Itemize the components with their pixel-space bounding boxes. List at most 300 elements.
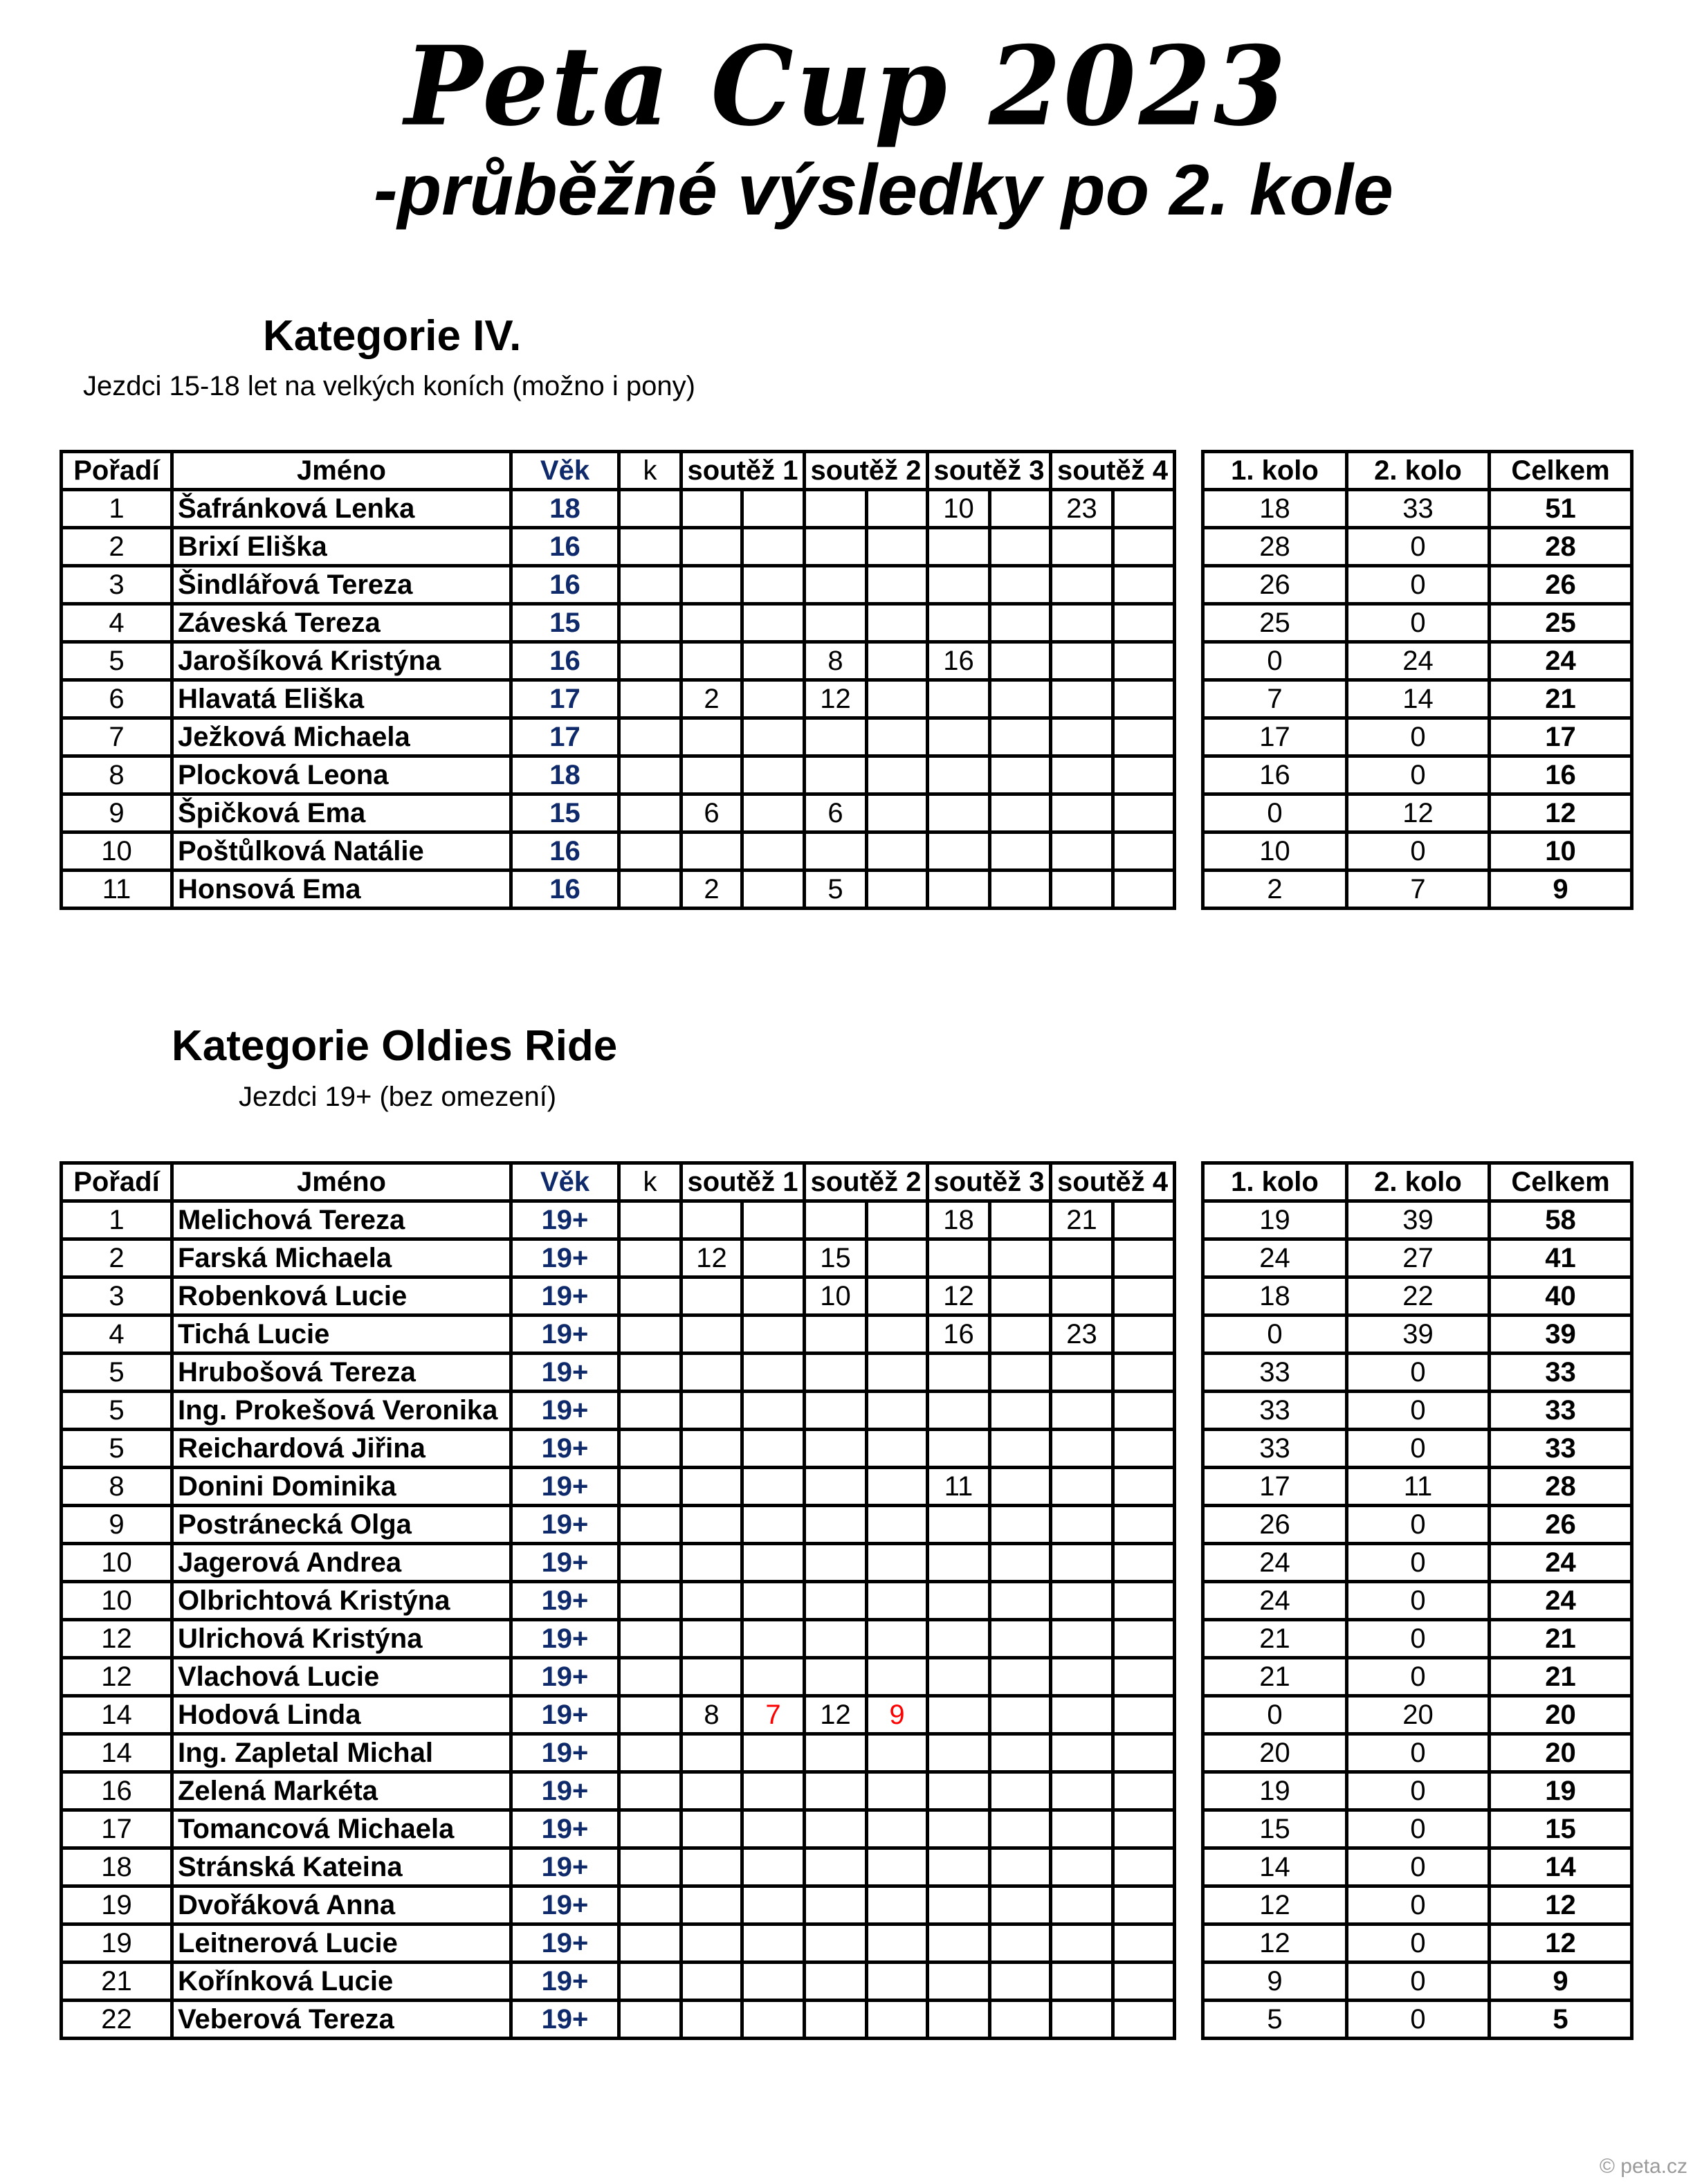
contest-2-cell	[805, 1886, 867, 1924]
header-round-2: 2. kolo	[1347, 452, 1490, 490]
contest-2-cell: 10	[805, 1277, 867, 1316]
table-row	[1203, 1239, 1632, 1277]
header-age: Věk	[511, 452, 619, 490]
contest-2-cell	[867, 566, 928, 604]
k-cell	[619, 756, 681, 794]
contest-3-cell	[990, 1810, 1051, 1848]
total-cell: 15	[1490, 1810, 1632, 1848]
total-cell: 24	[1490, 1582, 1632, 1620]
table-row	[1203, 642, 1632, 680]
header-contest-3: soutěž 3	[928, 452, 1051, 490]
k-cell	[619, 1810, 681, 1848]
rank-cell: 4	[62, 604, 172, 642]
contest-1-cell: 8	[681, 1696, 742, 1734]
table-row	[62, 1506, 1175, 1544]
table-row	[62, 490, 1175, 528]
contest-1-cell	[681, 1277, 742, 1316]
age-cell: 19+	[511, 1277, 619, 1316]
name-cell: Olbrichtová Kristýna	[172, 1582, 511, 1620]
total-cell: 51	[1490, 490, 1632, 528]
name-cell: Honsová Ema	[172, 871, 511, 909]
contest-4-cell	[1051, 756, 1113, 794]
round-2-cell: 0	[1347, 1392, 1490, 1430]
contest-1-cell	[681, 1658, 742, 1696]
category-heading: Kategorie Oldies Ride	[172, 1022, 618, 1070]
contest-2-cell	[805, 528, 867, 566]
round-2-cell: 0	[1347, 1886, 1490, 1924]
contest-2-cell	[867, 1886, 928, 1924]
contest-4-cell	[1051, 1772, 1113, 1810]
contest-3-cell	[928, 794, 990, 832]
round-1-cell: 15	[1203, 1810, 1347, 1848]
contest-3-cell: 12	[928, 1277, 990, 1316]
header-total: Celkem	[1490, 452, 1632, 490]
contest-4-cell	[1051, 1239, 1113, 1277]
table-row	[62, 1810, 1175, 1848]
contest-3-cell	[990, 832, 1051, 871]
contest-2-cell: 8	[805, 642, 867, 680]
contest-1-cell	[681, 1430, 742, 1468]
age-cell: 19+	[511, 1734, 619, 1772]
contest-1-cell	[742, 1848, 805, 1886]
contest-4-cell	[1113, 1354, 1175, 1392]
table-header-row	[62, 1163, 1175, 1201]
contest-4-cell	[1113, 1848, 1175, 1886]
table-row	[62, 566, 1175, 604]
contest-2-cell	[867, 1430, 928, 1468]
table-row	[1203, 871, 1632, 909]
total-cell: 12	[1490, 1886, 1632, 1924]
contest-2-cell	[867, 1924, 928, 1963]
round-2-cell: 0	[1347, 1620, 1490, 1658]
k-cell	[619, 1772, 681, 1810]
contest-2-cell	[805, 490, 867, 528]
header-round-2: 2. kolo	[1347, 1163, 1490, 1201]
contest-3-cell	[990, 680, 1051, 718]
round-1-cell: 24	[1203, 1239, 1347, 1277]
contest-2-cell	[805, 1544, 867, 1582]
contest-3-cell	[990, 1354, 1051, 1392]
age-cell: 16	[511, 566, 619, 604]
rank-cell: 11	[62, 871, 172, 909]
table-row	[1203, 1277, 1632, 1316]
k-cell	[619, 1963, 681, 2001]
total-cell: 24	[1490, 1544, 1632, 1582]
contest-1-cell	[742, 1810, 805, 1848]
round-2-cell: 0	[1347, 1810, 1490, 1848]
table-row	[62, 1392, 1175, 1430]
contest-3-cell	[928, 1886, 990, 1924]
name-cell: Ježková Michaela	[172, 718, 511, 756]
contest-1-cell	[681, 1772, 742, 1810]
total-cell: 39	[1490, 1316, 1632, 1354]
k-cell	[619, 1316, 681, 1354]
table-row	[62, 1734, 1175, 1772]
name-cell: Brixí Eliška	[172, 528, 511, 566]
round-1-cell: 28	[1203, 528, 1347, 566]
name-cell: Šafránková Lenka	[172, 490, 511, 528]
total-cell: 24	[1490, 642, 1632, 680]
rank-cell: 16	[62, 1772, 172, 1810]
table-row	[1203, 1468, 1632, 1506]
contest-4-cell	[1051, 1392, 1113, 1430]
contest-3-cell	[990, 1924, 1051, 1963]
k-cell	[619, 1658, 681, 1696]
name-cell: Hodová Linda	[172, 1696, 511, 1734]
contest-4-cell	[1051, 1430, 1113, 1468]
k-cell	[619, 1506, 681, 1544]
contest-4-cell	[1051, 718, 1113, 756]
contest-2-cell	[805, 1468, 867, 1506]
header-contest-3: soutěž 3	[928, 1163, 1051, 1201]
contest-2-cell	[805, 1354, 867, 1392]
round-1-cell: 17	[1203, 718, 1347, 756]
contest-4-cell	[1051, 1848, 1113, 1886]
contest-4-cell: 21	[1051, 1201, 1113, 1239]
name-cell: Hrubošová Tereza	[172, 1354, 511, 1392]
table-header-row	[1203, 452, 1632, 490]
contest-1-cell	[742, 490, 805, 528]
contest-1-cell	[742, 1239, 805, 1277]
rank-cell: 6	[62, 680, 172, 718]
contest-4-cell	[1051, 604, 1113, 642]
contest-2-cell	[867, 1582, 928, 1620]
rank-cell: 4	[62, 1316, 172, 1354]
rank-cell: 5	[62, 1392, 172, 1430]
age-cell: 19+	[511, 1848, 619, 1886]
header-contest-2: soutěž 2	[805, 452, 928, 490]
rank-cell: 5	[62, 1430, 172, 1468]
contest-2-cell	[805, 1963, 867, 2001]
table-row	[1203, 1582, 1632, 1620]
copyright-footer: © peta.cz	[1599, 2155, 1687, 2178]
k-cell	[619, 1696, 681, 1734]
contest-4-cell	[1113, 1696, 1175, 1734]
k-cell	[619, 1354, 681, 1392]
contest-4-cell	[1113, 566, 1175, 604]
table-row	[62, 756, 1175, 794]
k-cell	[619, 1924, 681, 1963]
table-row	[62, 1658, 1175, 1696]
name-cell: Ing. Prokešová Veronika	[172, 1392, 511, 1430]
contest-1-cell	[742, 871, 805, 909]
total-cell: 26	[1490, 566, 1632, 604]
age-cell: 19+	[511, 1582, 619, 1620]
contest-4-cell	[1113, 1392, 1175, 1430]
rank-cell: 1	[62, 1201, 172, 1239]
contest-1-cell	[742, 756, 805, 794]
contest-4-cell	[1051, 1963, 1113, 2001]
table-row	[62, 528, 1175, 566]
contest-2-cell	[867, 1963, 928, 2001]
age-cell: 16	[511, 871, 619, 909]
contest-3-cell	[928, 756, 990, 794]
contest-1-cell	[742, 642, 805, 680]
contest-4-cell	[1051, 871, 1113, 909]
contest-1-cell	[742, 1963, 805, 2001]
contest-2-cell	[867, 1239, 928, 1277]
contest-2-cell	[867, 1354, 928, 1392]
round-1-cell: 33	[1203, 1392, 1347, 1430]
contest-3-cell	[990, 1544, 1051, 1582]
contest-3-cell	[928, 566, 990, 604]
contest-4-cell	[1113, 871, 1175, 909]
round-1-cell: 21	[1203, 1658, 1347, 1696]
k-cell	[619, 566, 681, 604]
contest-4-cell	[1113, 1201, 1175, 1239]
age-cell: 19+	[511, 1696, 619, 1734]
contest-3-cell	[928, 1848, 990, 1886]
contest-4-cell	[1113, 832, 1175, 871]
contest-4-cell	[1113, 1886, 1175, 1924]
header-contest-4: soutěž 4	[1051, 452, 1175, 490]
rank-cell: 10	[62, 1582, 172, 1620]
contest-4-cell	[1051, 1696, 1113, 1734]
table-row	[62, 1848, 1175, 1886]
contest-2-cell	[867, 2001, 928, 2039]
contest-4-cell	[1051, 1658, 1113, 1696]
table-row	[62, 1468, 1175, 1506]
round-1-cell: 0	[1203, 642, 1347, 680]
round-2-cell: 27	[1347, 1239, 1490, 1277]
contest-3-cell	[990, 1848, 1051, 1886]
header-k: k	[619, 1163, 681, 1201]
contest-3-cell	[990, 2001, 1051, 2039]
k-cell	[619, 680, 681, 718]
contest-3-cell	[928, 1582, 990, 1620]
name-cell: Vlachová Lucie	[172, 1658, 511, 1696]
table-row	[1203, 1392, 1632, 1430]
contest-2-cell	[805, 2001, 867, 2039]
round-1-cell: 20	[1203, 1734, 1347, 1772]
contest-3-cell: 18	[928, 1201, 990, 1239]
contest-1-cell	[742, 1772, 805, 1810]
table-row	[62, 1620, 1175, 1658]
contest-4-cell	[1113, 1316, 1175, 1354]
total-cell: 33	[1490, 1392, 1632, 1430]
contest-3-cell	[928, 528, 990, 566]
total-cell: 33	[1490, 1430, 1632, 1468]
name-cell: Špičková Ema	[172, 794, 511, 832]
round-2-cell: 39	[1347, 1201, 1490, 1239]
contest-4-cell	[1113, 756, 1175, 794]
contest-2-cell	[805, 1848, 867, 1886]
round-1-cell: 17	[1203, 1468, 1347, 1506]
rank-cell: 5	[62, 642, 172, 680]
table-row	[1203, 1963, 1632, 2001]
round-2-cell: 0	[1347, 1544, 1490, 1582]
table-row	[62, 1316, 1175, 1354]
table-row	[62, 2001, 1175, 2039]
contest-2-cell	[867, 718, 928, 756]
contest-3-cell	[990, 1696, 1051, 1734]
total-cell: 20	[1490, 1696, 1632, 1734]
category-description: Jezdci 19+ (bez omezení)	[239, 1082, 557, 1112]
contest-1-cell	[742, 1886, 805, 1924]
contest-1-cell	[742, 1392, 805, 1430]
age-cell: 19+	[511, 1506, 619, 1544]
k-cell	[619, 832, 681, 871]
rank-cell: 22	[62, 2001, 172, 2039]
contest-3-cell: 16	[928, 642, 990, 680]
contest-1-cell	[742, 1506, 805, 1544]
contest-4-cell	[1051, 680, 1113, 718]
contest-2-cell	[867, 1658, 928, 1696]
header-k: k	[619, 452, 681, 490]
contest-3-cell	[928, 1392, 990, 1430]
contest-1-cell	[742, 680, 805, 718]
table-row	[62, 680, 1175, 718]
header-rank: Pořadí	[62, 452, 172, 490]
name-cell: Zelená Markéta	[172, 1772, 511, 1810]
name-cell: Dvořáková Anna	[172, 1886, 511, 1924]
contest-1-cell	[681, 832, 742, 871]
table-row	[1203, 1506, 1632, 1544]
table-row	[1203, 1544, 1632, 1582]
contest-2-cell	[867, 871, 928, 909]
table-row	[62, 1696, 1175, 1734]
contest-2-cell	[805, 1772, 867, 1810]
table-row	[1203, 1658, 1632, 1696]
name-cell: Veberová Tereza	[172, 2001, 511, 2039]
contest-1-cell: 2	[681, 871, 742, 909]
table-row	[62, 1963, 1175, 2001]
k-cell	[619, 1848, 681, 1886]
contest-3-cell	[928, 604, 990, 642]
contest-3-cell	[928, 1658, 990, 1696]
contest-2-cell	[867, 528, 928, 566]
rank-cell: 12	[62, 1620, 172, 1658]
contest-2-cell	[805, 756, 867, 794]
contest-1-cell	[742, 718, 805, 756]
contest-4-cell	[1113, 642, 1175, 680]
age-cell: 19+	[511, 1468, 619, 1506]
rank-cell: 19	[62, 1886, 172, 1924]
name-cell: Šindlářová Tereza	[172, 566, 511, 604]
contest-1-cell	[742, 566, 805, 604]
contest-3-cell	[928, 1696, 990, 1734]
contest-1-cell	[681, 1468, 742, 1506]
total-cell: 9	[1490, 871, 1632, 909]
k-cell	[619, 1620, 681, 1658]
contest-2-cell	[805, 1810, 867, 1848]
contest-3-cell	[928, 832, 990, 871]
contest-4-cell	[1113, 1544, 1175, 1582]
round-1-cell: 14	[1203, 1848, 1347, 1886]
round-1-cell: 24	[1203, 1582, 1347, 1620]
age-cell: 19+	[511, 2001, 619, 2039]
contest-3-cell	[928, 871, 990, 909]
contest-4-cell: 23	[1051, 1316, 1113, 1354]
contest-1-cell	[681, 1354, 742, 1392]
table-row	[62, 1239, 1175, 1277]
round-1-cell: 18	[1203, 1277, 1347, 1316]
name-cell: Farská Michaela	[172, 1239, 511, 1277]
name-cell: Tomancová Michaela	[172, 1810, 511, 1848]
contest-2-cell	[867, 1201, 928, 1239]
name-cell: Jarošíková Kristýna	[172, 642, 511, 680]
contest-2-cell	[867, 1848, 928, 1886]
k-cell	[619, 528, 681, 566]
round-2-cell: 0	[1347, 1506, 1490, 1544]
total-cell: 12	[1490, 1924, 1632, 1963]
round-2-cell: 0	[1347, 604, 1490, 642]
age-cell: 18	[511, 756, 619, 794]
contest-1-cell	[742, 1544, 805, 1582]
rank-cell: 14	[62, 1734, 172, 1772]
total-cell: 28	[1490, 1468, 1632, 1506]
round-2-cell: 0	[1347, 566, 1490, 604]
contest-3-cell	[928, 1544, 990, 1582]
contest-2-cell	[867, 1810, 928, 1848]
contest-2-cell	[805, 1392, 867, 1430]
contest-2-cell: 12	[805, 680, 867, 718]
rank-cell: 10	[62, 1544, 172, 1582]
contest-3-cell	[990, 794, 1051, 832]
contest-1-cell	[681, 1810, 742, 1848]
table-row	[1203, 1886, 1632, 1924]
age-cell: 15	[511, 604, 619, 642]
table-row	[62, 832, 1175, 871]
table-row	[1203, 1696, 1632, 1734]
contest-4-cell	[1113, 1734, 1175, 1772]
age-cell: 19+	[511, 1354, 619, 1392]
age-cell: 19+	[511, 1392, 619, 1430]
round-2-cell: 0	[1347, 1582, 1490, 1620]
results-table-totals	[1201, 450, 1633, 910]
k-cell	[619, 718, 681, 756]
round-1-cell: 12	[1203, 1886, 1347, 1924]
contest-3-cell	[990, 718, 1051, 756]
table-row	[1203, 2001, 1632, 2039]
age-cell: 19+	[511, 1810, 619, 1848]
page-title: Peta Cup 2023	[404, 22, 1289, 151]
total-cell: 19	[1490, 1772, 1632, 1810]
table-row	[1203, 1354, 1632, 1392]
k-cell	[619, 1392, 681, 1430]
table-row	[62, 1886, 1175, 1924]
age-cell: 19+	[511, 1239, 619, 1277]
k-cell	[619, 2001, 681, 2039]
category-heading: Kategorie IV.	[263, 312, 522, 360]
name-cell: Robenková Lucie	[172, 1277, 511, 1316]
contest-1-cell: 2	[681, 680, 742, 718]
round-1-cell: 0	[1203, 1316, 1347, 1354]
name-cell: Reichardová Jiřina	[172, 1430, 511, 1468]
contest-2-cell	[805, 1506, 867, 1544]
contest-2-cell	[867, 1506, 928, 1544]
contest-1-cell: 7	[742, 1696, 805, 1734]
round-1-cell: 12	[1203, 1924, 1347, 1963]
total-cell: 40	[1490, 1277, 1632, 1316]
rank-cell: 10	[62, 832, 172, 871]
page-subtitle: -průběžné výsledky po 2. kole	[374, 150, 1393, 230]
age-cell: 15	[511, 794, 619, 832]
table-row	[1203, 1316, 1632, 1354]
age-cell: 19+	[511, 1544, 619, 1582]
table-row	[62, 604, 1175, 642]
name-cell: Záveská Tereza	[172, 604, 511, 642]
round-1-cell: 25	[1203, 604, 1347, 642]
contest-3-cell	[928, 1620, 990, 1658]
contest-1-cell	[742, 1582, 805, 1620]
age-cell: 19+	[511, 1430, 619, 1468]
k-cell	[619, 490, 681, 528]
round-1-cell: 33	[1203, 1430, 1347, 1468]
total-cell: 12	[1490, 794, 1632, 832]
contest-3-cell	[990, 1658, 1051, 1696]
table-header-row	[1203, 1163, 1632, 1201]
